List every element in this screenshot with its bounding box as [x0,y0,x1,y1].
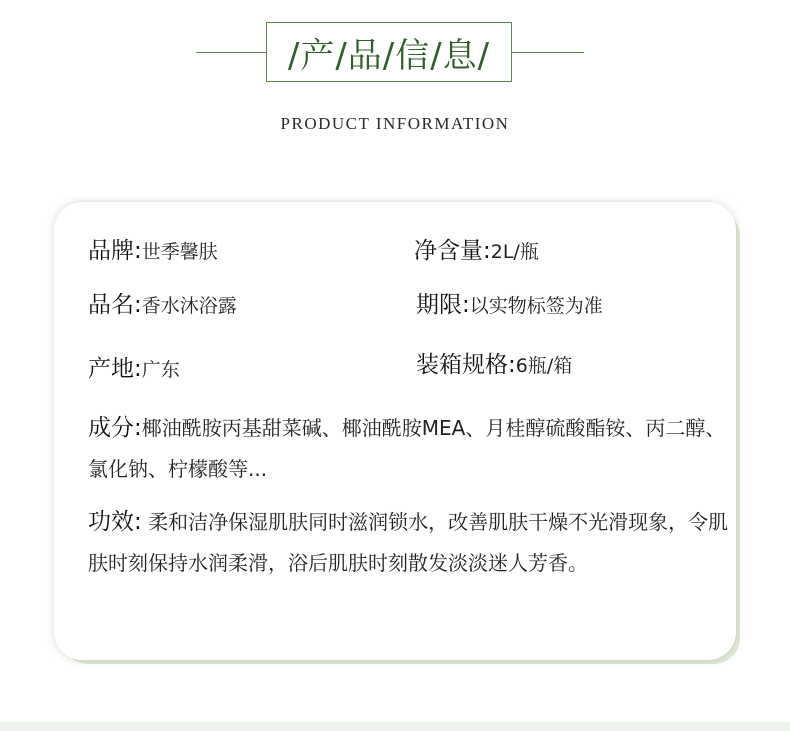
origin-label: 产地: [88,356,142,382]
effect-value: 柔和洁净保湿肌肤同时滋润锁水，改善肌肤干燥不光滑现象，令肌肤时刻保持水润柔滑，浴后肌肤时刻散发淡淡迷人芳香。 [88,510,729,575]
period-row [416,286,603,319]
packing-label: 装箱规格: [416,352,516,378]
origin-row [88,350,180,383]
ingredients-paragraph [88,408,738,490]
section-title: /产/品/信/息/ [287,35,491,76]
effect-label: 功效: [88,509,142,535]
origin-value: 广东 [141,359,180,381]
title-box [266,22,512,82]
product-info-card [54,202,736,660]
period-label: 期限: [416,292,470,318]
effect-paragraph [88,502,738,584]
packing-value: 6瓶/箱 [515,355,573,377]
section-header [0,0,790,150]
brand-value: 世季馨肤 [141,241,218,263]
name-row [88,286,237,319]
volume-label: 净含量: [414,238,491,264]
brand-label: 品牌: [88,238,142,264]
period-value: 以实物标签为准 [469,295,603,317]
brand-row [88,232,218,265]
ingredients-value: 椰油酰胺丙基甜菜碱、椰油酰胺MEA、月桂醇硫酸酯铵、丙二醇、氯化钠、柠檬酸等... [88,416,726,481]
header-line-right [504,52,584,53]
section-subtitle: PRODUCT INFORMATION [280,114,510,133]
volume-row [414,232,539,265]
packing-row [416,346,572,379]
name-label: 品名: [88,292,142,318]
header-line-left [196,52,272,53]
name-value: 香水沐浴露 [141,295,237,317]
bottom-band [0,722,790,731]
ingredients-label: 成分: [88,415,142,441]
volume-value: 2L/瓶 [490,241,539,263]
